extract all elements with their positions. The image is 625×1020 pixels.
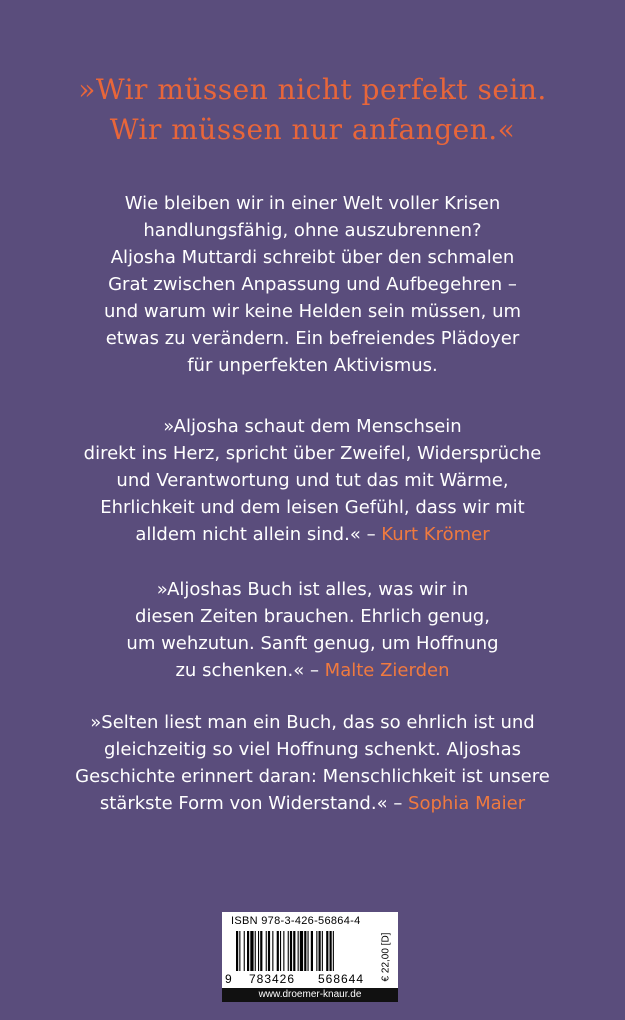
barcode-stripe	[316, 931, 317, 971]
quote-text: zu schenken.« –	[175, 660, 325, 681]
barcode-stripe	[319, 931, 321, 971]
quote-line: Geschichte erinnert daran: Menschlichkeit ist unsere	[75, 766, 550, 787]
testimonial-quote	[0, 576, 625, 684]
quote-line: und Verantwortung und tut das mit Wärme,	[116, 470, 509, 491]
headline-line: Wir müssen nur anfangen.«	[109, 113, 516, 146]
price-label: € 22,00 [D]	[380, 932, 392, 982]
quote-line: direkt ins Herz, spricht über Zweifel, Widersprüche	[83, 443, 542, 464]
barcode-stripe	[277, 931, 279, 971]
barcode-stripe	[258, 931, 259, 971]
barcode-digits	[225, 972, 375, 986]
isbn-label: ISBN 978-3-426-56864-4	[231, 915, 361, 927]
description-line: handlungsfähig, ohne auszubrennen?	[143, 220, 482, 241]
barcode-stripe	[298, 931, 299, 971]
quote-author: Malte Zierden	[324, 660, 450, 681]
barcode-digits-right: 568644	[317, 972, 365, 986]
barcode-stripe	[304, 931, 306, 971]
description-line: für unperfekten Aktivismus.	[187, 355, 438, 376]
barcode-stripe	[293, 931, 295, 971]
barcode-stripe	[330, 931, 332, 971]
barcode-stripe	[288, 931, 289, 971]
quote-line: diesen Zeiten brauchen. Ehrlich genug,	[135, 606, 490, 627]
quote-text: stärkste Form von Widerstand.« –	[99, 793, 409, 814]
quote-line: »Selten liest man ein Buch, das so ehrlich ist und	[90, 712, 535, 733]
barcode-stripe	[244, 931, 245, 971]
description-text	[0, 190, 625, 379]
quote-line-last	[0, 657, 625, 684]
quote-line: gleichzeitig so viel Hoffnung schenkt. Aljoshas	[103, 739, 522, 760]
description-line: Aljosha Muttardi schreibt über den schmalen	[110, 247, 515, 268]
barcode-stripe	[326, 931, 328, 971]
publisher-website: www.droemer-knaur.de	[222, 988, 398, 1002]
quote-line: um wehzutun. Sanft genug, um Hoffnung	[126, 633, 499, 654]
quote-line-last	[0, 521, 625, 548]
barcode-stripe	[255, 931, 256, 971]
barcode-stripe	[300, 931, 303, 971]
headline-line: »Wir müssen nicht perfekt sein.	[78, 73, 547, 106]
isbn-barcode	[222, 912, 398, 1002]
description-line: Grat zwischen Anpassung und Aufbegehren –	[108, 274, 517, 295]
testimonial-quote	[0, 413, 625, 548]
quote-line-last	[0, 790, 625, 817]
barcode-stripe	[260, 931, 262, 971]
barcode-bars	[236, 931, 372, 971]
barcode-stripe	[236, 931, 238, 971]
barcode-stripe	[283, 931, 284, 971]
barcode-stripe	[239, 931, 240, 971]
barcode-stripe	[290, 931, 292, 971]
barcode-stripe	[280, 931, 281, 971]
quote-line: »Aljosha schaut dem Menschsein	[163, 416, 462, 437]
barcode-stripe	[333, 931, 334, 971]
barcode-stripe	[272, 931, 273, 971]
barcode-stripe	[308, 931, 309, 971]
description-line: Wie bleiben wir in einer Welt voller Krisen	[124, 193, 501, 214]
quote-line: »Aljoshas Buch ist alles, was wir in	[156, 579, 469, 600]
quote-text: alldem nicht allein sind.« –	[135, 524, 382, 545]
headline-quote	[0, 70, 625, 150]
quote-author: Sophia Maier	[408, 793, 526, 814]
barcode-stripe	[311, 931, 313, 971]
barcode-digits-left: 783426	[248, 972, 296, 986]
barcode-stripe	[268, 931, 270, 971]
barcode-stripe	[322, 931, 323, 971]
testimonial-quote	[0, 709, 625, 817]
quote-author: Kurt Krömer	[381, 524, 490, 545]
description-line: und warum wir keine Helden sein müssen, um	[103, 301, 522, 322]
barcode-stripe	[247, 931, 249, 971]
price-label-wrap	[378, 926, 394, 988]
barcode-stripe	[266, 931, 267, 971]
quote-line: Ehrlichkeit und dem leisen Gefühl, dass wir mit	[100, 497, 525, 518]
barcode-stripe	[250, 931, 253, 971]
description-line: etwas zu verändern. Ein befreiendes Plädoyer	[105, 328, 520, 349]
barcode-digit-first: 9	[225, 972, 232, 986]
